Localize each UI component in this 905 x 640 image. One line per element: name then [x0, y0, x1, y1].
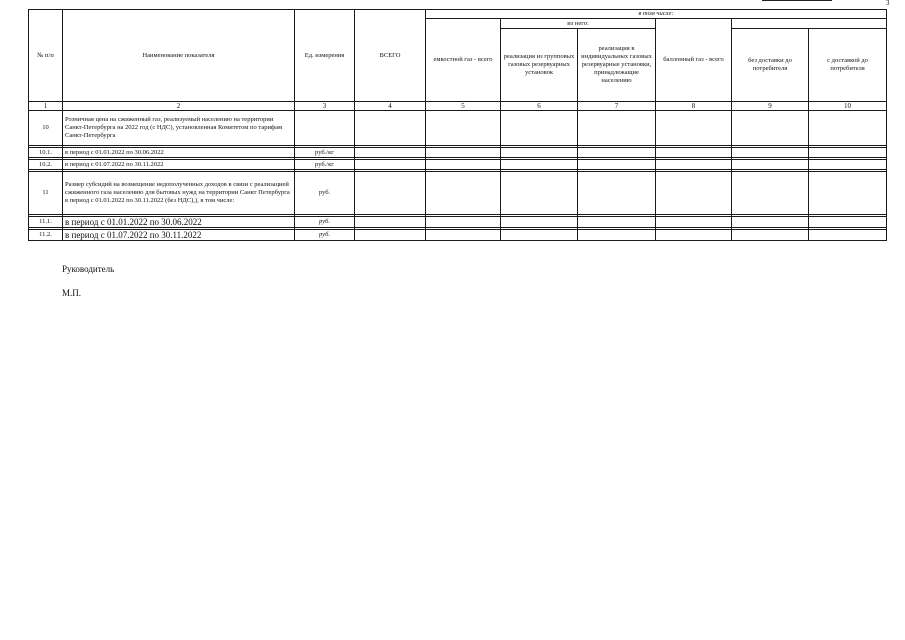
row-name: Розничная цена на сжиженный газ, реализуемый населению на территории Санкт-Петербурга на 2022 год (с НДС), установленная Комитетом по тарифам Санкт-Петербурга [63, 111, 295, 146]
head-label: Руководитель [62, 264, 115, 274]
row-unit: руб./кг [295, 160, 355, 170]
cell-empty [426, 111, 501, 146]
header-individual-tanks: реализация в индивидуальных газовых резервуарные установки, принадлежащие населению [578, 29, 656, 102]
table-row [29, 230, 887, 241]
header-unit: Ед. измерения [295, 10, 355, 102]
row-num: 11.2. [29, 230, 63, 241]
header-name: Наименование показателя [63, 10, 295, 102]
cell-empty [578, 111, 656, 146]
col-number: 8 [656, 102, 732, 111]
row-name: в период с 01.07.2022 по 30.11.2022 [63, 160, 295, 170]
top-page-mark: 3 [886, 0, 890, 7]
table-row [29, 111, 887, 146]
row-num: 10.2. [29, 160, 63, 170]
cell-empty [809, 111, 887, 146]
col-number: 1 [29, 102, 63, 111]
row-unit: руб. [295, 230, 355, 241]
top-signature-line [762, 0, 832, 1]
row-num: 11.1. [29, 217, 63, 228]
row-name: в период с 01.01.2022 по 30.06.2022 [63, 148, 295, 158]
gas-price-table [28, 9, 887, 241]
col-number: 10 [809, 102, 887, 111]
header-cylinder-sub [732, 19, 887, 29]
row-name: в период с 01.01.2022 по 30.06.2022 [63, 217, 295, 228]
col-number: 2 [63, 102, 295, 111]
header-no-delivery: без доставки до потребителя [732, 29, 809, 102]
row-unit [295, 111, 355, 146]
table-row [29, 148, 887, 158]
col-number: 6 [501, 102, 578, 111]
col-number: 5 [426, 102, 501, 111]
cell-empty [355, 111, 426, 146]
row-unit: руб. [295, 172, 355, 215]
col-number: 3 [295, 102, 355, 111]
table-row [29, 172, 887, 215]
col-number: 7 [578, 102, 656, 111]
cell-empty [732, 111, 809, 146]
row-num: 10.1. [29, 148, 63, 158]
table-row [29, 217, 887, 228]
header-group-tanks: реализация из групповых газовых резервуарных установок [501, 29, 578, 102]
row-name: в период с 01.07.2022 по 30.11.2022 [63, 230, 295, 241]
header-of-it: из него: [501, 19, 656, 29]
stamp-label: М.П. [62, 288, 82, 298]
cell-empty [656, 111, 732, 146]
col-number: 9 [732, 102, 809, 111]
row-unit: руб. [295, 217, 355, 228]
header-with-delivery: с доставкой до потребителя [809, 29, 887, 102]
cell-empty [501, 111, 578, 146]
row-num: 10 [29, 111, 63, 146]
row-num: 11 [29, 172, 63, 215]
header-total: ВСЕГО [355, 10, 426, 102]
header-cylinder-gas: баллонный газ - всего [656, 19, 732, 102]
header-tank-gas: емкостной газ - всего [426, 19, 501, 102]
row-name: Размер субсидий на возмещение недополученных доходов в связи с реализацией сжиженного газа населению для бытовых нужд на территории Санкт Петербурга в период с 01.01.2022 по 30.11.2022 (без НДС),), в том числе: [63, 172, 295, 215]
table-row [29, 160, 887, 170]
header-in-that-number: в том числе: [426, 10, 887, 19]
col-number: 4 [355, 102, 426, 111]
header-num: № п/п [29, 10, 63, 102]
row-unit: руб./кг [295, 148, 355, 158]
